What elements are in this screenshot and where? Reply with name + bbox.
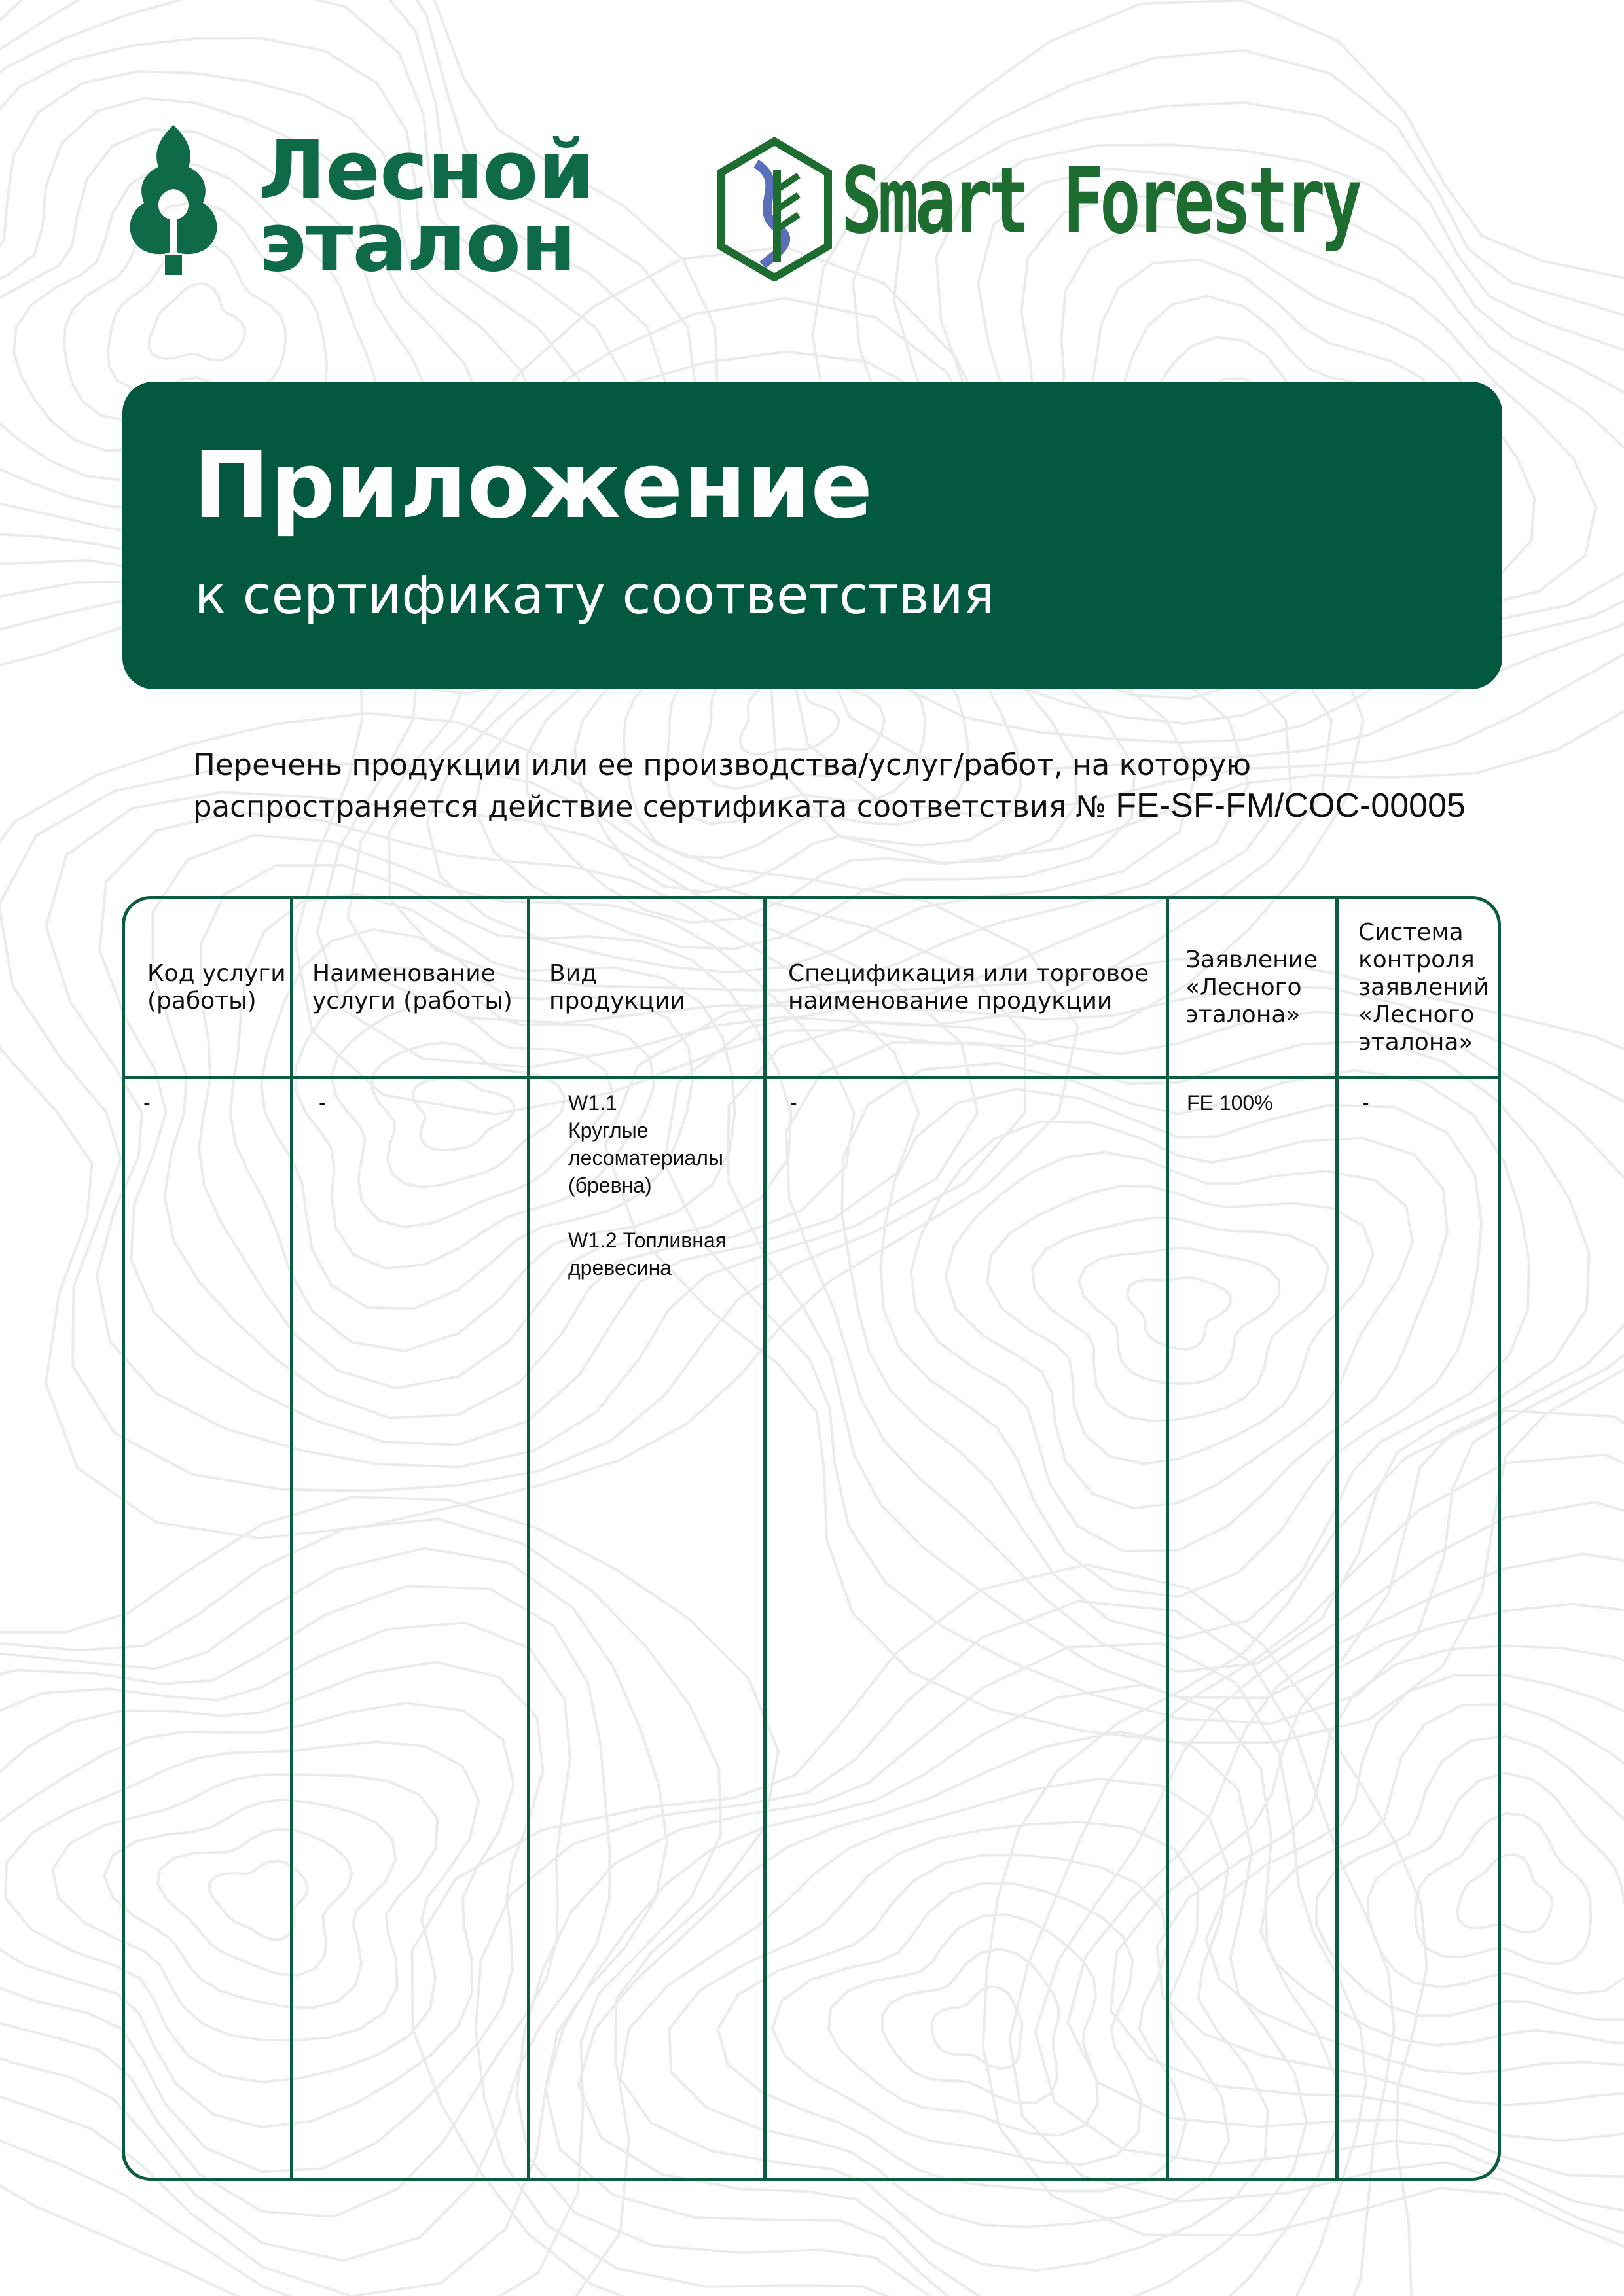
cell-control-system: -	[1362, 1091, 1369, 1115]
smart-forestry-wordmark: Smart Forestry	[841, 148, 1359, 255]
cell-service-name: -	[319, 1091, 326, 1115]
cell-service-code: -	[143, 1091, 151, 1115]
intro-line-1: Перечень продукции или ее производства/услуг/работ, на которую	[193, 747, 1252, 782]
products-table	[122, 896, 1501, 2181]
hexagon-emblem-icon	[717, 137, 832, 281]
product-type-2: W1.2 Топливная древесина	[568, 1229, 727, 1280]
logo-word-1: Лесной	[259, 124, 594, 218]
header-service-name: Наименование услуги (работы)	[312, 960, 513, 1014]
lesnoy-etalon-logo	[118, 121, 594, 290]
certificate-number: FE-SF-FM/COC-00005	[1115, 787, 1466, 825]
intro-line-2	[193, 785, 1594, 827]
cell-specification: -	[790, 1091, 797, 1115]
tree-icon	[118, 121, 229, 278]
column-divider	[763, 899, 767, 2178]
page-title: Приложение	[193, 433, 873, 539]
header-divider	[125, 1076, 1498, 1079]
intro-text	[193, 745, 1594, 827]
product-type-1: W1.1 Круглые лесоматериалы (бревна)	[568, 1091, 723, 1197]
intro-line-2-prefix: распространяется действие сертификата соответствия №	[193, 789, 1116, 824]
title-banner	[122, 382, 1502, 689]
header-claim: Заявление «Лесного эталона»	[1185, 946, 1318, 1028]
column-divider	[290, 899, 293, 2178]
column-divider	[1335, 899, 1339, 2178]
cell-product-type	[568, 1089, 758, 1282]
logo-word-2: эталон	[259, 196, 576, 290]
header-specification: Спецификация или торговое наименование продукции	[788, 960, 1149, 1014]
header-control-system: Система контроля заявлений «Лесного эталона»	[1358, 919, 1489, 1056]
header-service-code: Код услуги (работы)	[147, 960, 286, 1014]
cell-claim: FE 100%	[1187, 1091, 1273, 1115]
smart-forestry-logo	[717, 137, 1359, 285]
column-divider	[1166, 899, 1169, 2178]
column-divider	[527, 899, 530, 2178]
page-subtitle: к сертификату соответствия	[194, 565, 995, 626]
header-product-type: Вид продукции	[549, 960, 685, 1014]
